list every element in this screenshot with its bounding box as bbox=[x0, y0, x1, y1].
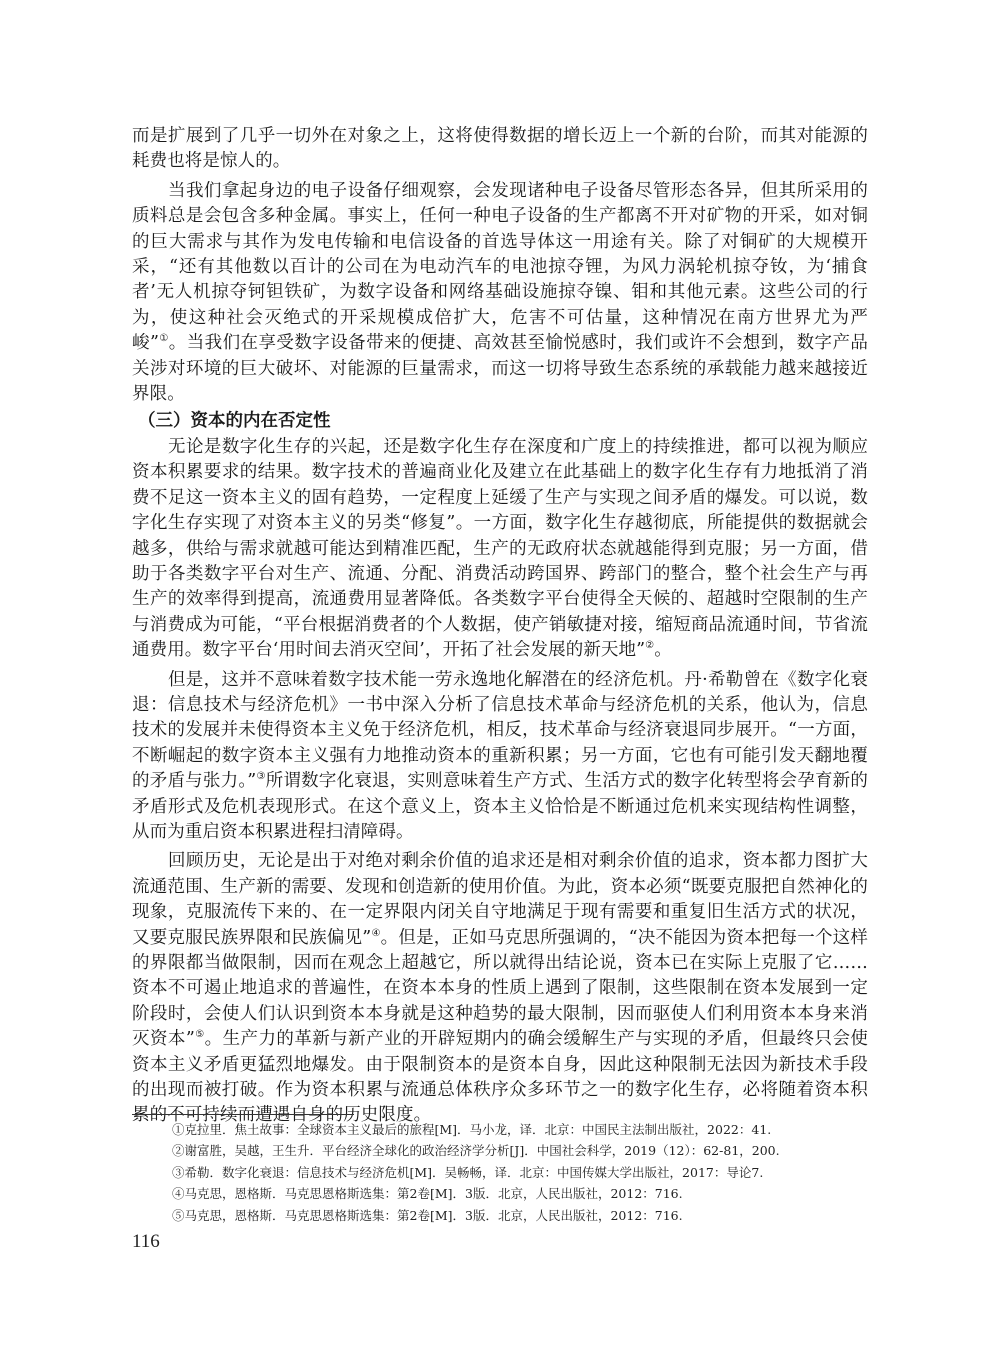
paragraph-text: 无论是数字化生存的兴起，还是数字化生存在深度和广度上的持续推进，都可以视为顺应资本积累要求的结果。数字技术的普遍商业化及建立在此基础上的数字化生存有力地抵消了消费不足这一资本主义的固有趋势，一定程度上延缓了生产与实现之间矛盾的爆发。可以说，数字化生存实现了对资本主义的另类“修复”。一方面，数字化生存越彻底，所能提供的数据就会越多，供给与需求就越可能达到精准匹配，生产的无政府状态就越能得到克服；另一方面，借助于各类数字平台对生产、流通、分配、消费活动跨国界、跨部门的整合，整个社会生产与再生产的效率得到提高，流通费用显著降低。各类数字平台使得全天候的、超越时空限制的生产与消费成为可能，“平台根据消费者的个人数据，使产销敏捷对接，缩短商品流通时间，节省流通费用。数字平台‘用时间去消灭空间’，开拓了社会发展的新天地” bbox=[132, 436, 868, 661]
paragraph-electronic-devices bbox=[132, 179, 868, 408]
footnote-ref-1[interactable]: ① bbox=[159, 333, 169, 345]
paragraph-text: 回顾历史，无论是出于对绝对剩余价值的追求还是相对剩余价值的追求，资本都力图扩大流通范围、生产新的需要、发现和创造新的使用价值。为此，资本必须“既要克服把自然神化的现象，克服流传下来的、在一定界限内闭关自守地满足于现有需要和重复旧生活方式的状况，又要克服民族界限和民族偏见” bbox=[132, 851, 868, 948]
paragraph-text: 。但是，正如马克思所强调的，“决不能因为资本把每一个这样的界限都当做限制，因而在观念上超越它，所以就得出结论说，资本已在实际上克服了它……资本不可遏止地追求的普遍性，在资本本身的性质上遇到了限制，这些限制在资本发展到一定阶段时，会使人们认识到资本本身就是这种趋势的最大限制，因而驱使人们利用资本本身来消灭资本” bbox=[132, 927, 868, 1050]
footnote-ref-3[interactable]: ③ bbox=[256, 771, 266, 783]
footnote-ref-4[interactable]: ④ bbox=[371, 927, 381, 939]
paragraph-capital-accumulation bbox=[132, 435, 868, 664]
paragraph-continuation: 而是扩展到了几乎一切外在对象之上，这将使得数据的增长迈上一个新的台阶，而其对能源的耗费也将是惊人的。 bbox=[132, 126, 868, 172]
footnote-3: ③希勒．数字化衰退：信息技术与经济危机[M]．吴畅畅，译．北京：中国传媒大学出版社，2017：导论7. bbox=[172, 1164, 764, 1180]
paragraph-text: 。生产力的革新与新产业的开辟短期内的确会缓解生产与实现的矛盾，但最终只会使资本主义矛盾更猛烈地爆发。由于限制资本的是资本自身，因此这种限制无法因为新技术手段的出现而被打破。作为资本积累与流通总体秩序众多环节之一的数字化生存，必将随着资本积累的不可持续而遭遇自身的历史限度。 bbox=[132, 1029, 868, 1126]
footnotes bbox=[172, 1119, 872, 1226]
paragraph-digital-recession bbox=[132, 668, 868, 846]
footnote-1: ①克拉里．焦土故事：全球资本主义最后的旅程[M]．马小龙，译．北京：中国民主法制出版社，2022：41. bbox=[172, 1122, 772, 1137]
footnote-4: ④马克思，恩格斯．马克思恩格斯选集：第2卷[M]．3版．北京，人民出版社，2012：716. bbox=[172, 1186, 683, 1202]
footnote-divider bbox=[132, 1114, 354, 1115]
section-heading: （三）资本的内在否定性 bbox=[138, 411, 331, 432]
paragraph-historical-review bbox=[132, 849, 868, 1128]
footnote-2: ②谢富胜，吴越，王生升．平台经济全球化的政治经济学分析[J]．中国社会科学，2019（12）：62-81，200. bbox=[172, 1143, 780, 1159]
paragraph-text: 所谓数字化衰退，实则意味着生产方式、生活方式的数字化转型将会孕育新的矛盾形式及危机表现形式。在这个意义上，资本主义恰恰是不断通过危机来实现结构性调整，从而为重启资本积累进程扫清障碍。 bbox=[132, 771, 868, 842]
page-number: 116 bbox=[132, 1231, 160, 1252]
footnote-ref-2[interactable]: ② bbox=[645, 640, 655, 652]
footnote-ref-5[interactable]: ⑤ bbox=[194, 1029, 205, 1041]
footnote-5: ⑤马克思，恩格斯．马克思恩格斯选集：第2卷[M]．3版．北京，人民出版社，2012：716. bbox=[172, 1207, 683, 1223]
paragraph-text: 当我们拿起身边的电子设备仔细观察，会发现诸种电子设备尽管形态各异，但其所采用的质料总是会包含多种金属。事实上，任何一种电子设备的生产都离不开对矿物的开采，如对铜的巨大需求与其作为发电传输和电信设备的首选导体这一用途有关。除了对铜矿的大规模开采，“还有其他数以百计的公司在为电动汽车的电池掠夺锂，为风力涡轮机掠夺钕，为‘捕食者’无人机掠夺钶钽铁矿，为数字设备和网络基础设施掠夺镍、钼和其他元素。这些公司的行为，使这种社会灭绝式的开采规模成倍扩大，危害不可估量，这种情况在南方世界尤为严峻” bbox=[132, 180, 868, 354]
article-body bbox=[132, 124, 868, 1129]
paragraph-text: 。当我们在享受数字设备带来的便捷、高效甚至愉悦感时，我们或许不会想到，数字产品关涉对环境的巨大破坏、对能源的巨量需求，而这一切将导致生态系统的承载能力越来越接近界限。 bbox=[132, 333, 868, 405]
paragraph-text: 。 bbox=[654, 640, 672, 661]
paragraph-text: 但是，这并不意味着数字技术能一劳永逸地化解潜在的经济危机。丹·希勒曾在《数字化衰退：信息技术与经济危机》一书中深入分析了信息技术革命与经济危机的关系，他认为，信息技术的发展并未使得资本主义免于经济危机，相反，技术革命与经济衰退同步展开。“一方面，不断崛起的数字资本主义强有力地推动资本的重新积累；另一方面，它也有可能引发天翻地覆的矛盾与张力。” bbox=[132, 669, 868, 792]
